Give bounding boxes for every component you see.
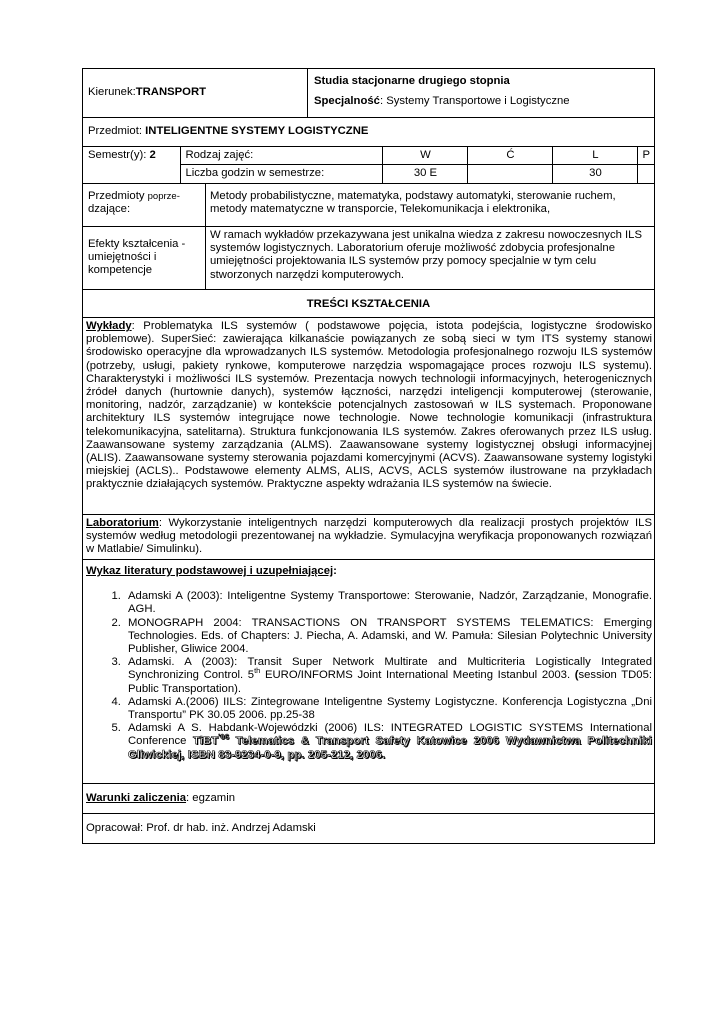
efekty-row <box>82 227 655 290</box>
efekty-text: W ramach wykładów przekazywana jest unikalna wiedza z zakresu nowoczesnych ILS systemów logistycznych. Laboratorium oferuje możliwość zdobycia profesjonalne umiejętności projektowania ILS systemów przy pomocy specjalnie w tym celu stworzonych narzędzi komputerowych. <box>210 229 642 281</box>
tresci-title-row <box>82 290 655 318</box>
warunki-value: : egzamin <box>186 791 236 804</box>
poprzedzajace-row <box>82 184 655 227</box>
przedmiot-label: Przedmiot: <box>88 125 146 138</box>
literatura-item <box>124 617 652 657</box>
semestr-row <box>82 147 655 184</box>
przedmiot-value: INTELIGENTNE SYSTEMY LOGISTYCZNE <box>145 125 369 138</box>
studia-title: Studia stacjonarne drugiego stopnia <box>314 75 510 87</box>
specjalnosc-value: : Systemy Transportowe i Logistyczne <box>379 95 570 107</box>
literatura-item3-num: 5 <box>243 669 255 682</box>
wyklady-label: Wykłady <box>86 320 132 332</box>
hours-grid <box>180 147 654 183</box>
semestr-label: Semestr(y): <box>88 149 150 161</box>
laboratorium-row <box>82 515 655 560</box>
type-w: W <box>382 147 467 165</box>
tresci-title: TREŚCI KSZTAŁCENIA <box>306 298 431 310</box>
literatura-item <box>124 590 652 616</box>
literatura-list <box>86 590 652 762</box>
literatura-item-text: Adamski A S. Habdank-Wojewódzki (2006) ILS: INTEGRATED LOGISTIC SYSTEMS International Conference <box>128 722 652 748</box>
poprzedzajace-text: Metody probabilistyczne, matematyka, podstawy automatyki, sterowanie ruchem, metody matematyczne w transporcie, Telekomunikacja i elektronika, <box>210 190 616 216</box>
literatura-item5-shadow-rest: Telematics & Transport Safety Katowice 2006 Wydawnictwa Politechniki Gliwickiej, ISBN 83-9234-0-9, pp. 205-212, 2006. <box>128 735 652 761</box>
kierunek-cell <box>83 69 307 117</box>
literatura-item <box>124 722 652 762</box>
specjalnosc-label: Specjalność <box>314 95 380 107</box>
liczba-label: Liczba godzin w semestrze: <box>180 165 382 183</box>
literatura-item <box>124 656 652 696</box>
warunki-label: Warunki zaliczenia <box>86 791 187 804</box>
literatura-item-text: Adamski A (2003): Inteligentne Systemy Transportowe: Sterowanie, Nadzór, Zarządzanie, Monografie. AGH. <box>128 590 652 616</box>
opracowal-value: Opracował: Prof. dr hab. inż. Andrzej Adamski <box>86 821 316 834</box>
hours-l: 30 <box>552 165 637 183</box>
laboratorium-label: Laboratorium <box>86 517 159 529</box>
literatura-colon: : <box>333 565 337 577</box>
semestr-value: 2 <box>149 149 156 161</box>
literatura-item-text: Adamski A.(2006) IILS: Zintegrowane Inteligentne Systemy Logistyczne. Konferencja Logistyczna „Dni Transportu” PK 30.05 2006. pp.25-38 <box>128 695 652 722</box>
semestr-cell <box>83 147 180 183</box>
literatura-item-text: Adamski. A (2003): Transit Super Network Multirate and Multicriteria Logistically Integrated Synchronizing Control. <box>128 656 652 682</box>
literatura-item5-shadow: TiBT <box>192 735 219 748</box>
kierunek-label: Kierunek: <box>88 86 136 99</box>
opracowal-row <box>82 814 655 844</box>
hours-c <box>467 165 552 183</box>
hours-p <box>637 165 654 183</box>
kierunek-value: TRANSPORT <box>135 86 207 99</box>
type-p: P <box>637 147 654 165</box>
literatura-row <box>82 560 655 784</box>
laboratorium-text: : Wykorzystanie inteligentnych narzędzi komputerowych dla realizacji prostych projektów ILS systemów według metodologii prezentowanej na wykładzie. Symulacyjna weryfikacja proponowanych rozwiązań w Matlabie/ Simulinku). <box>86 517 652 556</box>
type-l: L <box>552 147 637 165</box>
literatura-title: Wykaz literatury podstawowej i uzupełniającej <box>86 565 334 577</box>
przedmiot-row <box>82 118 655 147</box>
literatura-item <box>124 696 652 722</box>
type-c: Ć <box>467 147 552 165</box>
literatura-item3-bold: ( <box>574 669 579 682</box>
poprzedzajace-label-a: Przedmioty <box>88 190 148 202</box>
hours-w: 30 E <box>382 165 467 183</box>
literatura-item3-sup: th <box>254 666 261 676</box>
wyklady-row <box>82 318 655 515</box>
poprzedzajace-label-b: dzające: <box>88 203 131 216</box>
literatura-item5-sup: ’06 <box>218 732 229 742</box>
literatura-item-text: MONOGRAPH 2004: TRANSACTIONS ON TRANSPORT SYSTEMS TELEMATICS: Emerging Technologies. Eds. of Chapters: J. Piecha, A. Adamski, and W. Pamuła: Silesian Polytechnic University Publisher, Gliwice 2004. <box>128 616 652 656</box>
rodzaj-label: Rodzaj zajęć: <box>180 147 382 165</box>
literatura-item3-rest: EURO/INFORMS Joint International Meeting Istanbul 2003. <box>260 669 575 682</box>
literatura-item3-tail: session TD05: Public Transportation). <box>128 669 652 695</box>
efekty-label-cell <box>83 227 205 289</box>
studia-cell <box>307 69 654 117</box>
header-row <box>82 68 655 118</box>
efekty-text-cell <box>205 227 654 289</box>
efekty-label: Efekty kształcenia - umiejętności i kompetencje <box>88 238 186 277</box>
wyklady-text: : Problematyka ILS systemów ( podstawowe pojęcia, istota podejścia, logistyczne środowisko problemowe). SuperSieć: zawierająca kilkanaście powiązanych ze sobą sieci w tym ITS systemy stanowi środowisko operacyjne dla wprowadzanych ILS systemów. Metodologia profesjonalnego rozwoju ILS systemów (potrzeby, usługi, pakiety rynkowe, komputerowe narzędzia wspomagające proces rozwoju ILS systemu). Charakterystyki i możliwości ILS systemów. Prezentacja nowych technologii informacyjnych, heterogenicznych źródeł danych (hurtownie danych), systemów łączności, narzędzi inteligencji komputerowej (sterowanie, monitoring, nadzór, zarządzanie) w kontekście potencjalnych zastosowań w ILS systemach. Proponowane architektury ILS systemów integrujące nowe technologie. Nowe technologie komunikacji (infrastruktura telekomunikacyjna, satelitarna). Struktura funkcjonowania ILS systemów. Zakres oferowanych przez ILS usług. Zaawansowane systemy zarządzania (ALMS). Zaawansowane systemy logistycznej obsługi informacyjnej (ALIS). Zaawansowane systemy sterowania pojazdami komercyjnymi (ACVS). Zaawansowane systemy logistyki miejskiej (ACLS).. Podstawowe elementy ALMS, ALIS, ACVS, ACLS systemów ilustrowane na przykładach praktycznie działających systemów. Praktyczne aspekty wdrażania ILS systemów na świecie. <box>86 320 652 491</box>
warunki-row <box>82 784 655 814</box>
poprzedzajace-text-cell <box>205 184 654 226</box>
course-card <box>82 68 655 844</box>
poprzedzajace-label-cell <box>83 184 205 226</box>
poprzedzajace-label-small: poprze- <box>147 191 180 202</box>
